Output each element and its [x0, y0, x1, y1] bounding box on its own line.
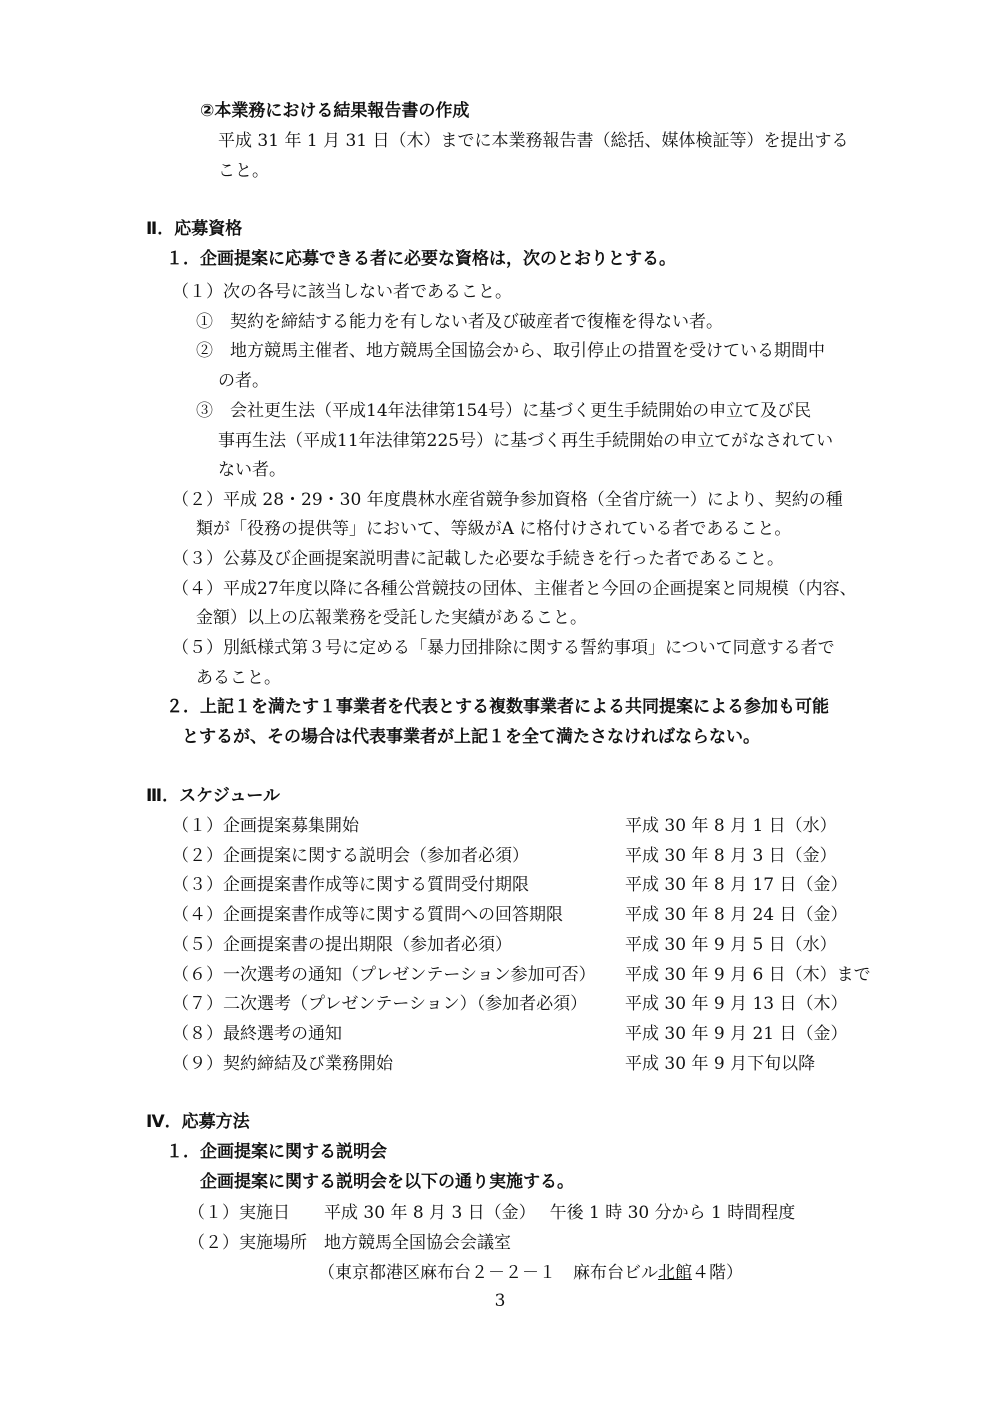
briefing-address: （東京都港区麻布台２－２－１ 麻布台ビル北館４階）	[318, 1263, 743, 1283]
schedule-item-label: （９）契約締結及び業務開始	[172, 1054, 393, 1074]
schedule-item-date: 平成 30 年 8 月 1 日（水）	[625, 816, 837, 836]
schedule-item-date: 平成 30 年 9 月 6 日（木）まで	[625, 965, 871, 985]
schedule-item-label: （６）一次選考の通知（プレゼンテーション参加可否）	[172, 965, 596, 985]
report-heading: ②本業務における結果報告書の作成	[200, 101, 470, 121]
report-text-line: 平成 31 年 1 月 31 日（木）までに本業務報告書（総括、媒体検証等）を提出する	[218, 131, 849, 151]
item-heading: １．企画提案に応募できる者に必要な資格は，次のとおりとする。	[166, 249, 676, 269]
item-heading: １．企画提案に関する説明会	[166, 1142, 387, 1162]
schedule-item-date: 平成 30 年 8 月 17 日（金）	[625, 875, 848, 895]
list-item: ③ 会社更生法（平成14年法律第154号）に基づく更生手続開始の申立て及び民	[196, 401, 812, 421]
list-item-continuation: 類が「役務の提供等」において、等級がA に格付けされている者であること。	[196, 519, 792, 539]
page-number: 3	[494, 1291, 506, 1311]
list-item: ① 契約を締結する能力を有しない者及び破産者で復権を得ない者。	[196, 312, 723, 332]
list-item: （１）次の各号に該当しない者であること。	[172, 282, 512, 302]
list-item-continuation: ない者。	[218, 460, 286, 480]
briefing-date: （１）実施日 平成 30 年 8 月 3 日（金） 午後 1 時 30 分から 1 時間程度	[188, 1203, 796, 1223]
schedule-item-label: （２）企画提案に関する説明会（参加者必須）	[172, 846, 529, 866]
list-item-continuation: 事再生法（平成11年法律第225号）に基づく再生手続開始の申立てがなされてい	[218, 431, 834, 451]
schedule-item-date: 平成 30 年 8 月 24 日（金）	[625, 905, 848, 925]
schedule-item-label: （７）二次選考（プレゼンテーション）（参加者必須）	[172, 994, 588, 1014]
section-heading: Ⅲ．スケジュール	[146, 786, 281, 806]
schedule-item-date: 平成 30 年 9 月下旬以降	[625, 1054, 816, 1074]
list-item-continuation: あること。	[196, 668, 281, 688]
schedule-item-date: 平成 30 年 9 月 13 日（木）	[625, 994, 848, 1014]
list-item-continuation: の者。	[218, 371, 269, 391]
intro-text: 企画提案に関する説明会を以下の通り実施する。	[200, 1172, 574, 1192]
item-heading-continuation: とするが、その場合は代表事業者が上記１を全て満たさなければならない。	[182, 727, 760, 747]
list-item: （２）平成 28・29・30 年度農林水産省競争参加資格（全省庁統一）により、契約の種	[172, 490, 843, 510]
list-item: （５）別紙様式第３号に定める「暴力団排除に関する誓約事項」について同意する者で	[172, 638, 835, 658]
underlined-text: 北館	[658, 1263, 692, 1283]
section-heading: Ⅱ．応募資格	[146, 219, 243, 239]
list-item-continuation: 金額）以上の広報業務を受託した実績があること。	[196, 608, 587, 628]
item-heading: ２．上記１を満たす１事業者を代表とする複数事業者による共同提案による参加も可能	[166, 697, 829, 717]
schedule-item-label: （５）企画提案書の提出期限（参加者必須）	[172, 935, 512, 955]
schedule-item-date: 平成 30 年 8 月 3 日（金）	[625, 846, 837, 866]
schedule-item-date: 平成 30 年 9 月 5 日（水）	[625, 935, 837, 955]
schedule-item-label: （３）企画提案書作成等に関する質問受付期限	[172, 875, 529, 895]
section-heading: Ⅳ．応募方法	[146, 1112, 250, 1132]
briefing-venue: （２）実施場所 地方競馬全国協会会議室	[188, 1233, 511, 1253]
schedule-item-label: （１）企画提案募集開始	[172, 816, 359, 836]
list-item: （４）平成27年度以降に各種公営競技の団体、主催者と今回の企画提案と同規模（内容、	[172, 579, 857, 599]
list-item: （３）公募及び企画提案説明書に記載した必要な手続きを行った者であること。	[172, 549, 784, 569]
list-item: ② 地方競馬主催者、地方競馬全国協会から、取引停止の措置を受けている期間中	[196, 341, 825, 361]
report-text-line: こと。	[218, 161, 269, 181]
schedule-item-label: （８）最終選考の通知	[172, 1024, 342, 1044]
schedule-item-label: （４）企画提案書作成等に関する質問への回答期限	[172, 905, 563, 925]
schedule-item-date: 平成 30 年 9 月 21 日（金）	[625, 1024, 848, 1044]
